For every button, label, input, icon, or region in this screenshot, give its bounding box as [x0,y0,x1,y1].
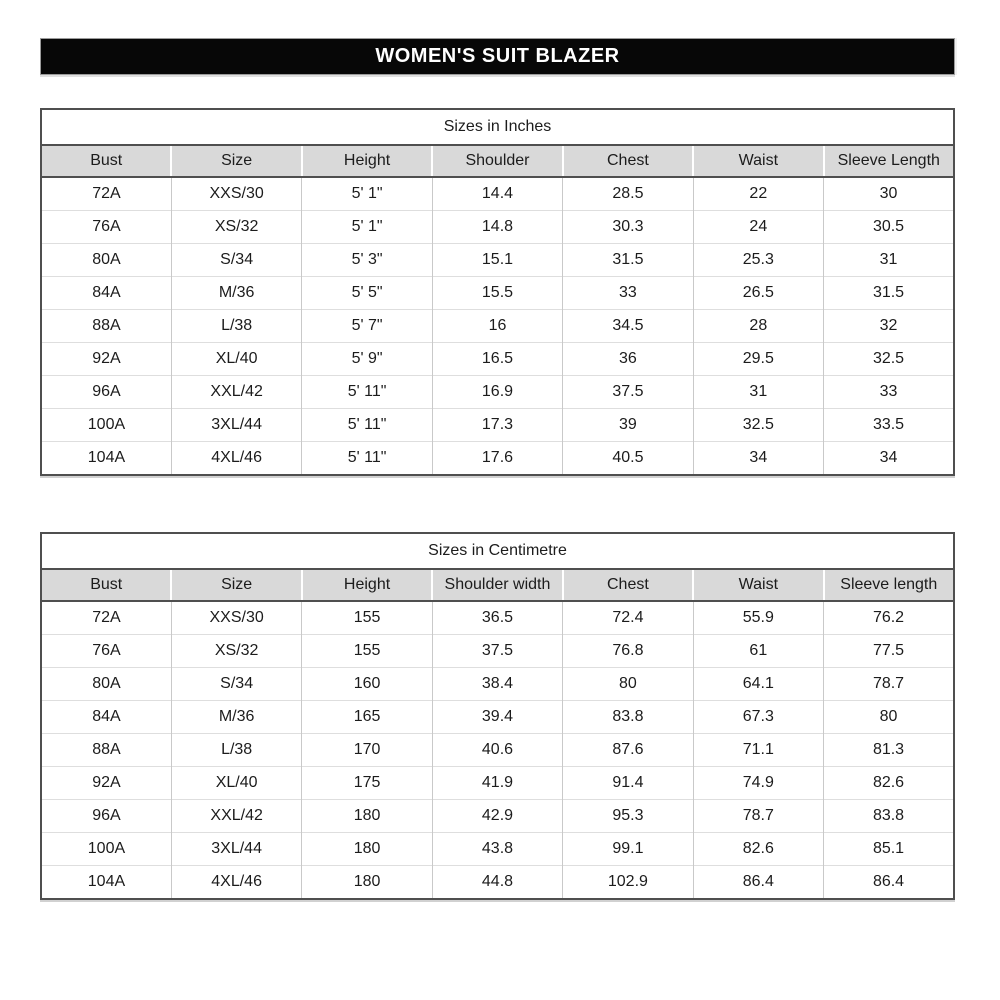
table-cell: 61 [693,635,823,668]
table-cell: 16.5 [432,343,562,376]
table-cell: 39.4 [432,701,562,734]
table-row [41,310,954,343]
table-cell: 155 [302,601,432,635]
table-cell: 4XL/46 [171,442,301,476]
table-cell: 87.6 [563,734,693,767]
table-cell: 82.6 [693,833,823,866]
table-cell: 5' 1" [302,211,432,244]
table-cell: M/36 [171,701,301,734]
table-cell: 92A [41,767,171,800]
table-cell: 104A [41,442,171,476]
table-cell: 31 [693,376,823,409]
table-cell: 80A [41,244,171,277]
table-cell: 83.8 [824,800,954,833]
table-cell: 91.4 [563,767,693,800]
table-row [41,668,954,701]
column-header: Chest [563,569,693,601]
table-cell: 88A [41,734,171,767]
table-cell: 175 [302,767,432,800]
table-cell: S/34 [171,244,301,277]
table-cell: 96A [41,376,171,409]
table-cell: 28 [693,310,823,343]
column-header: Bust [41,569,171,601]
table-cell: 32.5 [824,343,954,376]
table-cell: 41.9 [432,767,562,800]
table-cell: 104A [41,866,171,900]
table-cell: 24 [693,211,823,244]
table-cell: 100A [41,409,171,442]
table-row [41,866,954,900]
table-cell: XXL/42 [171,376,301,409]
table-cell: 4XL/46 [171,866,301,900]
table-cell: 64.1 [693,668,823,701]
table-cell: 40.6 [432,734,562,767]
table-cell: XS/32 [171,211,301,244]
table-cell: 31.5 [563,244,693,277]
table-row [41,734,954,767]
table-cell: 76A [41,635,171,668]
table-cell: 26.5 [693,277,823,310]
table-cell: 22 [693,177,823,211]
table-cell: 80 [563,668,693,701]
table-cell: 180 [302,800,432,833]
table-cell: 28.5 [563,177,693,211]
table-cell: 5' 3" [302,244,432,277]
table-cell: 78.7 [824,668,954,701]
table-cell: 37.5 [563,376,693,409]
table-cell: 32.5 [693,409,823,442]
table-cell: 99.1 [563,833,693,866]
table-cell: 86.4 [824,866,954,900]
table-cell: 100A [41,833,171,866]
table-cell: 76A [41,211,171,244]
table-row [41,800,954,833]
table-cell: 43.8 [432,833,562,866]
table-cell: 84A [41,277,171,310]
table-row [41,833,954,866]
column-header: Chest [563,145,693,177]
table-cell: 17.3 [432,409,562,442]
table-cell: 76.2 [824,601,954,635]
table-cell: XXS/30 [171,177,301,211]
table-cell: 78.7 [693,800,823,833]
table-cell: 14.8 [432,211,562,244]
table-row [41,211,954,244]
table-cell: 5' 7" [302,310,432,343]
column-header: Sleeve length [824,569,954,601]
table-cell: 72A [41,601,171,635]
column-header: Waist [693,569,823,601]
column-header: Height [302,145,432,177]
table-cell: 31 [824,244,954,277]
column-header: Size [171,569,301,601]
table-cell: 34 [693,442,823,476]
table-cell: 30.3 [563,211,693,244]
product-title-bar [40,38,955,75]
table-cell: L/38 [171,734,301,767]
table-cell: 14.4 [432,177,562,211]
table-row [41,701,954,734]
table-cell: 71.1 [693,734,823,767]
table-cell: 5' 5" [302,277,432,310]
table-cell: 83.8 [563,701,693,734]
table-cell: 16.9 [432,376,562,409]
size-chart-table [40,532,955,900]
table-cell: 92A [41,343,171,376]
table-cell: 30 [824,177,954,211]
column-header: Size [171,145,301,177]
table-cell: 3XL/44 [171,833,301,866]
table-cell: 30.5 [824,211,954,244]
table-row [41,343,954,376]
table-cell: 86.4 [693,866,823,900]
table-cell: 44.8 [432,866,562,900]
table-cell: 33.5 [824,409,954,442]
table-row [41,277,954,310]
table-cell: 180 [302,866,432,900]
table-title: Sizes in Inches [41,109,954,145]
table-cell: 180 [302,833,432,866]
column-header: Bust [41,145,171,177]
table-cell: 95.3 [563,800,693,833]
table-cell: 15.5 [432,277,562,310]
table-cell: XXS/30 [171,601,301,635]
table-cell: XS/32 [171,635,301,668]
table-cell: 80A [41,668,171,701]
table-row [41,601,954,635]
table-cell: 36.5 [432,601,562,635]
table-cell: 72A [41,177,171,211]
table-title: Sizes in Centimetre [41,533,954,569]
table-cell: 85.1 [824,833,954,866]
table-cell: 37.5 [432,635,562,668]
table-row [41,635,954,668]
table-cell: 3XL/44 [171,409,301,442]
table-cell: 16 [432,310,562,343]
table-cell: 170 [302,734,432,767]
table-cell: XL/40 [171,343,301,376]
table-cell: 67.3 [693,701,823,734]
table-cell: 34.5 [563,310,693,343]
table-cell: 25.3 [693,244,823,277]
column-header: Shoulder width [432,569,562,601]
table-row [41,767,954,800]
table-row [41,177,954,211]
table-cell: 39 [563,409,693,442]
table-cell: 33 [563,277,693,310]
column-header: Height [302,569,432,601]
table-cell: XXL/42 [171,800,301,833]
table-cell: 72.4 [563,601,693,635]
table-cell: 31.5 [824,277,954,310]
size-table-centimetre [40,532,955,900]
column-header: Shoulder [432,145,562,177]
table-cell: 81.3 [824,734,954,767]
table-cell: 155 [302,635,432,668]
table-cell: 77.5 [824,635,954,668]
size-table-inches [40,108,955,476]
table-cell: S/34 [171,668,301,701]
table-cell: 55.9 [693,601,823,635]
table-cell: 5' 11" [302,376,432,409]
table-cell: 165 [302,701,432,734]
table-cell: 88A [41,310,171,343]
table-cell: 76.8 [563,635,693,668]
table-cell: M/36 [171,277,301,310]
table-cell: 102.9 [563,866,693,900]
table-cell: L/38 [171,310,301,343]
table-cell: 5' 1" [302,177,432,211]
table-row [41,409,954,442]
table-cell: 5' 9" [302,343,432,376]
table-cell: 32 [824,310,954,343]
column-header: Waist [693,145,823,177]
table-cell: 74.9 [693,767,823,800]
table-row [41,376,954,409]
table-cell: 42.9 [432,800,562,833]
table-cell: 17.6 [432,442,562,476]
table-cell: 82.6 [824,767,954,800]
table-cell: 40.5 [563,442,693,476]
table-cell: XL/40 [171,767,301,800]
table-cell: 38.4 [432,668,562,701]
table-cell: 160 [302,668,432,701]
table-cell: 36 [563,343,693,376]
size-chart-table [40,108,955,476]
table-cell: 34 [824,442,954,476]
product-title: WOMEN'S SUIT BLAZER [375,45,620,67]
table-cell: 15.1 [432,244,562,277]
table-row [41,442,954,476]
table-row [41,244,954,277]
table-cell: 33 [824,376,954,409]
table-cell: 96A [41,800,171,833]
table-cell: 5' 11" [302,442,432,476]
table-cell: 5' 11" [302,409,432,442]
table-cell: 84A [41,701,171,734]
column-header: Sleeve Length [824,145,954,177]
table-cell: 29.5 [693,343,823,376]
table-cell: 80 [824,701,954,734]
